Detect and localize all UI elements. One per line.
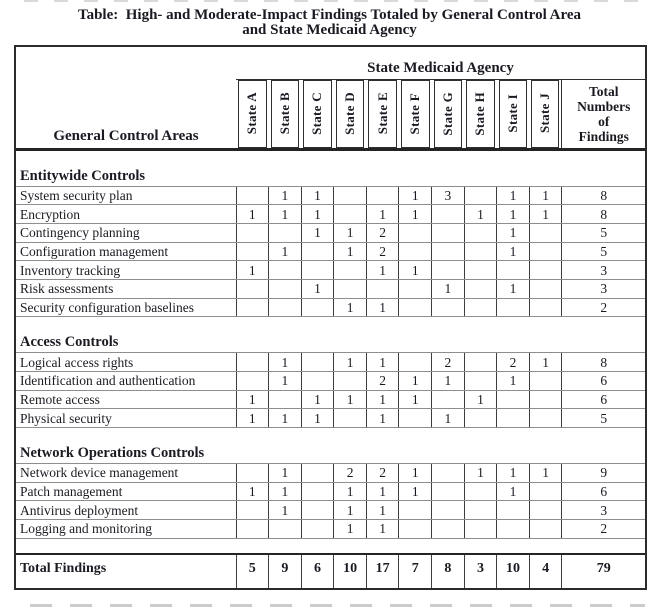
cell-value: 1 [497, 464, 530, 483]
cell-value [497, 520, 530, 539]
cell-value [432, 261, 465, 280]
cell-value: 3 [432, 186, 465, 205]
cell-value [334, 186, 367, 205]
scan-artifact-bottom [30, 604, 645, 607]
row-total: 8 [562, 205, 645, 224]
cell-value: 1 [334, 223, 367, 242]
cell-value [464, 261, 497, 280]
cell-value: 1 [399, 390, 432, 409]
spacer-cell [16, 538, 645, 554]
cell-value [529, 242, 562, 261]
section-header: Access Controls [16, 317, 645, 353]
cell-value [269, 223, 302, 242]
row-total: 5 [562, 409, 645, 428]
table-row [16, 482, 645, 501]
cell-value: 1 [334, 482, 367, 501]
cell-value: 1 [269, 482, 302, 501]
cell-value [529, 298, 562, 317]
cell-value [432, 482, 465, 501]
total-row-label: Total Findings [16, 554, 236, 588]
cell-value [236, 353, 269, 372]
row-total: 3 [562, 279, 645, 298]
cell-value: 1 [432, 372, 465, 391]
cell-value [269, 390, 302, 409]
total-cell-value: 5 [236, 554, 269, 588]
row-label: Network device management [16, 464, 236, 483]
cell-value [529, 279, 562, 298]
cell-value [432, 223, 465, 242]
cell-value: 1 [497, 242, 530, 261]
cell-value: 2 [366, 242, 399, 261]
cell-value: 1 [334, 298, 367, 317]
table-row [16, 298, 645, 317]
cell-value: 1 [497, 279, 530, 298]
state-i-box: State I [499, 80, 528, 148]
table-row [16, 353, 645, 372]
row-total: 6 [562, 372, 645, 391]
cell-value [464, 279, 497, 298]
cell-value: 1 [366, 390, 399, 409]
row-total: 6 [562, 390, 645, 409]
cell-value [236, 279, 269, 298]
col-header-total: Total Numbers of Findings [562, 79, 645, 149]
cell-value [529, 372, 562, 391]
cell-value [236, 242, 269, 261]
cell-value [334, 409, 367, 428]
cell-value: 1 [464, 205, 497, 224]
total-cell-value: 8 [432, 554, 465, 588]
cell-value: 1 [366, 520, 399, 539]
cell-value: 1 [269, 501, 302, 520]
total-cell-value: 4 [529, 554, 562, 588]
grand-total: 79 [562, 554, 645, 588]
cell-value [301, 520, 334, 539]
cell-value [529, 482, 562, 501]
cell-value [269, 279, 302, 298]
table-title-line1: Table: High- and Moderate-Impact Findings Totaled by General Control Area [77, 7, 582, 23]
section-row [16, 428, 645, 464]
cell-value: 1 [301, 205, 334, 224]
cell-value: 1 [301, 186, 334, 205]
table-row [16, 520, 645, 539]
table-title-line2: and State Medicaid Agency [242, 21, 417, 38]
cell-value [529, 501, 562, 520]
col-header-state-f [399, 79, 432, 149]
cell-value: 1 [269, 372, 302, 391]
section-header: Network Operations Controls [16, 428, 645, 464]
cell-value [497, 390, 530, 409]
state-a-box: State A [238, 80, 267, 148]
total-cell-value: 10 [334, 554, 367, 588]
section-row [16, 317, 645, 353]
cell-value: 2 [366, 372, 399, 391]
header-row-group [16, 47, 645, 79]
cell-value: 1 [236, 390, 269, 409]
row-total: 2 [562, 298, 645, 317]
cell-value [399, 298, 432, 317]
state-f-box: State F [401, 80, 430, 148]
table-row [16, 464, 645, 483]
cell-value [529, 261, 562, 280]
cell-value [334, 205, 367, 224]
total-findings-row [16, 554, 645, 588]
cell-value [432, 205, 465, 224]
cell-value: 1 [269, 205, 302, 224]
row-label: Risk assessments [16, 279, 236, 298]
cell-value [399, 353, 432, 372]
cell-value [269, 298, 302, 317]
cell-value [432, 390, 465, 409]
findings-table [16, 47, 645, 588]
total-cell-value: 7 [399, 554, 432, 588]
cell-value [301, 501, 334, 520]
cell-value [432, 464, 465, 483]
cell-value: 1 [269, 186, 302, 205]
row-label: Security configuration baselines [16, 298, 236, 317]
cell-value: 1 [366, 501, 399, 520]
col-header-state-e [366, 79, 399, 149]
cell-value: 1 [269, 409, 302, 428]
cell-value [399, 520, 432, 539]
state-e-box: State E [368, 80, 397, 148]
cell-value: 1 [464, 464, 497, 483]
cell-value [464, 482, 497, 501]
cell-value [529, 409, 562, 428]
cell-value: 1 [529, 205, 562, 224]
cell-value [334, 372, 367, 391]
cell-value: 1 [334, 353, 367, 372]
table-row [16, 372, 645, 391]
row-total: 6 [562, 482, 645, 501]
cell-value [497, 501, 530, 520]
cell-value: 1 [529, 186, 562, 205]
cell-value: 1 [366, 482, 399, 501]
cell-value [399, 501, 432, 520]
row-label: Physical security [16, 409, 236, 428]
cell-value [464, 186, 497, 205]
row-total: 9 [562, 464, 645, 483]
table-title [0, 0, 659, 37]
cell-value [464, 501, 497, 520]
cell-value: 1 [366, 205, 399, 224]
table-row [16, 279, 645, 298]
cell-value: 1 [399, 464, 432, 483]
cell-value: 1 [301, 223, 334, 242]
state-c-box: State C [303, 80, 332, 148]
row-total: 8 [562, 353, 645, 372]
cell-value: 1 [497, 372, 530, 391]
cell-value [432, 298, 465, 317]
state-j-box: State J [531, 80, 559, 148]
row-label: Configuration management [16, 242, 236, 261]
cell-value: 1 [432, 279, 465, 298]
cell-value [301, 298, 334, 317]
cell-value [236, 520, 269, 539]
col-header-state-h [464, 79, 497, 149]
row-total: 5 [562, 242, 645, 261]
row-label: Antivirus deployment [16, 501, 236, 520]
row-total: 5 [562, 223, 645, 242]
row-total: 8 [562, 186, 645, 205]
table-row [16, 205, 645, 224]
cell-value: 2 [334, 464, 367, 483]
cell-value [497, 409, 530, 428]
cell-value: 1 [432, 409, 465, 428]
cell-value [529, 520, 562, 539]
findings-table-container [14, 45, 647, 590]
total-cell-value: 17 [366, 554, 399, 588]
cell-value [464, 372, 497, 391]
state-h-box: State H [466, 80, 495, 148]
row-label: Contingency planning [16, 223, 236, 242]
col-header-state-j [529, 79, 562, 149]
cell-value: 1 [497, 482, 530, 501]
table-row [16, 223, 645, 242]
cell-value: 1 [236, 261, 269, 280]
cell-value: 1 [399, 482, 432, 501]
cell-value: 1 [366, 409, 399, 428]
spacer-row [16, 538, 645, 554]
cell-value: 1 [529, 464, 562, 483]
row-label: Logging and monitoring [16, 520, 236, 539]
cell-value [301, 464, 334, 483]
row-label: Identification and authentication [16, 372, 236, 391]
table-row [16, 242, 645, 261]
state-g-box: State G [434, 80, 463, 148]
cell-value [464, 298, 497, 317]
cell-value [334, 261, 367, 280]
row-label: Logical access rights [16, 353, 236, 372]
cell-value [464, 223, 497, 242]
cell-value: 1 [269, 464, 302, 483]
cell-value [529, 223, 562, 242]
cell-value [432, 520, 465, 539]
cell-value [464, 242, 497, 261]
cell-value: 1 [366, 298, 399, 317]
cell-value: 2 [432, 353, 465, 372]
cell-value [301, 242, 334, 261]
cell-value [301, 353, 334, 372]
cell-value: 1 [236, 205, 269, 224]
row-total: 2 [562, 520, 645, 539]
cell-value: 1 [236, 482, 269, 501]
cell-value [432, 242, 465, 261]
cell-value: 1 [301, 409, 334, 428]
state-d-box: State D [336, 80, 365, 148]
cell-value: 1 [399, 186, 432, 205]
cell-value [399, 279, 432, 298]
cell-value: 1 [497, 205, 530, 224]
cell-value: 1 [334, 390, 367, 409]
cell-value [464, 520, 497, 539]
row-label: Patch management [16, 482, 236, 501]
row-label: Encryption [16, 205, 236, 224]
corner-header: General Control Areas [16, 47, 236, 149]
table-row [16, 409, 645, 428]
table-row [16, 261, 645, 280]
state-b-box: State B [271, 80, 300, 148]
col-header-state-a [236, 79, 269, 149]
col-header-state-d [334, 79, 367, 149]
cell-value: 1 [399, 372, 432, 391]
col-header-state-b [269, 79, 302, 149]
cell-value [236, 501, 269, 520]
scan-artifact-top [24, 0, 649, 2]
cell-value: 1 [529, 353, 562, 372]
cell-value [236, 298, 269, 317]
row-label: System security plan [16, 186, 236, 205]
cell-value: 1 [497, 223, 530, 242]
cell-value [497, 298, 530, 317]
group-header: State Medicaid Agency [236, 47, 645, 79]
cell-value: 1 [366, 261, 399, 280]
cell-value: 1 [334, 501, 367, 520]
cell-value [301, 372, 334, 391]
section-header: Entitywide Controls [16, 149, 645, 186]
cell-value [301, 261, 334, 280]
cell-value: 1 [269, 353, 302, 372]
cell-value [399, 409, 432, 428]
total-cell-value: 3 [464, 554, 497, 588]
cell-value: 2 [366, 464, 399, 483]
col-header-state-i [497, 79, 530, 149]
row-total: 3 [562, 501, 645, 520]
cell-value [399, 242, 432, 261]
cell-value: 2 [497, 353, 530, 372]
cell-value [366, 186, 399, 205]
table-row [16, 186, 645, 205]
cell-value: 1 [301, 279, 334, 298]
cell-value [464, 409, 497, 428]
table-body [16, 149, 645, 588]
cell-value [497, 261, 530, 280]
cell-value: 1 [497, 186, 530, 205]
cell-value [269, 261, 302, 280]
col-header-state-c [301, 79, 334, 149]
cell-value [236, 372, 269, 391]
cell-value [529, 390, 562, 409]
cell-value [236, 223, 269, 242]
cell-value [464, 353, 497, 372]
cell-value: 2 [366, 223, 399, 242]
row-label: Inventory tracking [16, 261, 236, 280]
cell-value [269, 520, 302, 539]
cell-value [366, 279, 399, 298]
cell-value [432, 501, 465, 520]
total-cell-value: 6 [301, 554, 334, 588]
cell-value [236, 186, 269, 205]
cell-value: 1 [399, 261, 432, 280]
cell-value: 1 [269, 242, 302, 261]
cell-value: 1 [301, 390, 334, 409]
total-cell-value: 10 [497, 554, 530, 588]
cell-value [301, 482, 334, 501]
cell-value: 1 [334, 520, 367, 539]
cell-value [236, 464, 269, 483]
section-row [16, 149, 645, 186]
cell-value [334, 279, 367, 298]
table-row [16, 390, 645, 409]
col-header-state-g [432, 79, 465, 149]
table-row [16, 501, 645, 520]
total-cell-value: 9 [269, 554, 302, 588]
cell-value [399, 223, 432, 242]
cell-value: 1 [464, 390, 497, 409]
cell-value: 1 [236, 409, 269, 428]
row-label: Remote access [16, 390, 236, 409]
cell-value: 1 [366, 353, 399, 372]
cell-value: 1 [399, 205, 432, 224]
row-total: 3 [562, 261, 645, 280]
cell-value: 1 [334, 242, 367, 261]
